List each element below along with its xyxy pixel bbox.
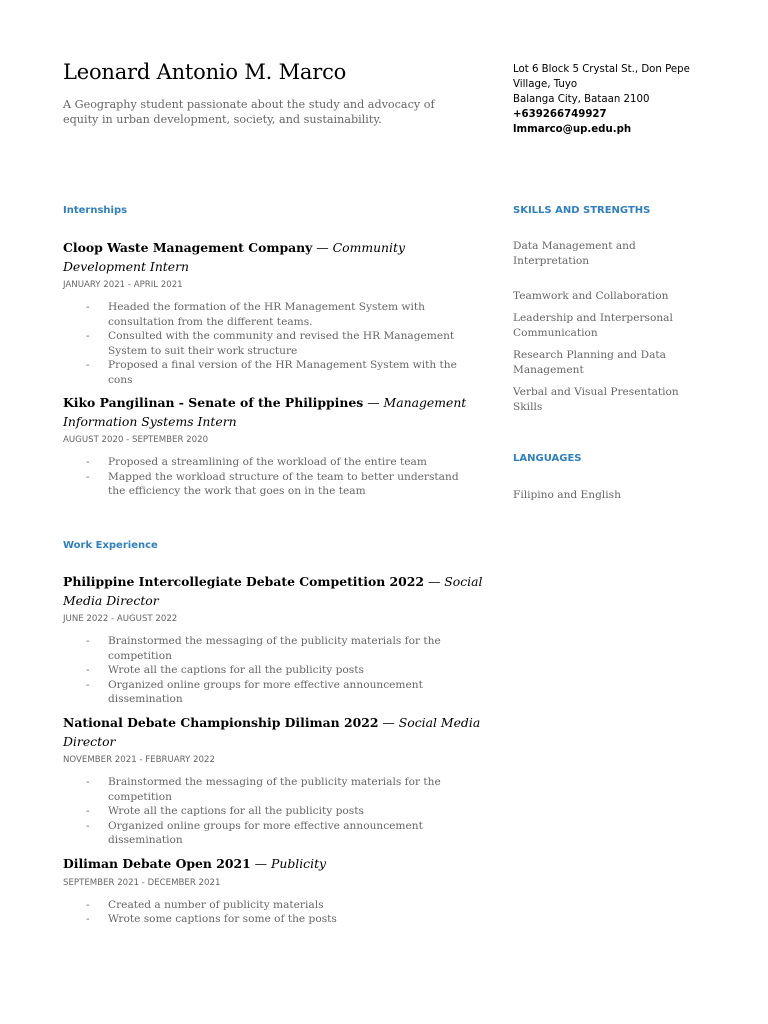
skills-heading: SKILLS AND STRENGTHS <box>513 205 651 216</box>
bullet-item: - Wrote all the captions for all the publicity posts <box>63 804 478 819</box>
entry-separator: — <box>424 574 445 589</box>
entry-role: Community Development Intern <box>63 240 405 274</box>
entry-organization: Diliman Debate Open 2021 <box>63 856 251 871</box>
entry-title <box>63 239 483 276</box>
bullet-item: - Headed the formation of the HR Management System with consultation from the different teams. <box>63 300 478 329</box>
address-line: Lot 6 Block 5 Crystal St., Don Pepe <box>513 64 690 75</box>
skill-item: Data Management and Interpretation <box>513 240 636 267</box>
bullet-item: - Organized online groups for more effective announcement dissemination <box>63 819 478 848</box>
work-entry <box>63 573 483 707</box>
applicant-name: Leonard Antonio M. Marco <box>63 60 347 84</box>
bullet-item: - Consulted with the community and revised the HR Management System to suit their work structure <box>63 329 478 358</box>
entry-dates: JANUARY 2021 - APRIL 2021 <box>63 280 183 290</box>
skill-item: Leadership and Interpersonal Communication <box>513 312 673 339</box>
work-entry <box>63 855 483 927</box>
internship-entry <box>63 239 483 387</box>
entry-separator: — <box>378 715 399 730</box>
bullet-item: - Wrote all the captions for all the publicity posts <box>63 663 478 678</box>
bullet-item: - Organized online groups for more effective announcement dissemination <box>63 678 478 707</box>
entry-organization: Cloop Waste Management Company <box>63 240 313 255</box>
entry-role: Social Media Director <box>63 715 481 749</box>
entry-bullets <box>63 775 483 848</box>
entry-role: Publicity <box>271 856 327 871</box>
bullet-item: - Wrote some captions for some of the posts <box>63 912 478 927</box>
languages-value: Filipino and English <box>513 489 621 501</box>
work-experience-heading: Work Experience <box>63 540 158 551</box>
contact-block <box>513 62 713 137</box>
skill-item: Teamwork and Collaboration <box>513 290 669 302</box>
entry-title <box>63 714 483 751</box>
entry-bullets <box>63 300 483 387</box>
skill-item: Research Planning and Data Management <box>513 349 666 376</box>
entry-dates: JUNE 2022 - AUGUST 2022 <box>63 614 178 624</box>
bullet-item: - Brainstormed the messaging of the publicity materials for the competition <box>63 775 478 804</box>
entry-bullets <box>63 898 483 927</box>
entry-role: Social Media Director <box>63 574 483 608</box>
profile-summary: A Geography student passionate about the study and advocacy of equity in urban development, society, and sustainability. <box>63 98 435 126</box>
languages-heading: LANGUAGES <box>513 453 582 464</box>
internships-heading: Internships <box>63 205 128 216</box>
entry-title <box>63 855 483 874</box>
entry-organization: National Debate Championship Diliman 2022 <box>63 715 379 730</box>
address-line: Village, Tuyo <box>513 79 578 90</box>
bullet-item: - Mapped the workload structure of the team to better understand the efficiency the work that goes on in the team <box>63 470 478 499</box>
entry-bullets <box>63 455 483 499</box>
internship-entry <box>63 394 483 499</box>
entry-dates: SEPTEMBER 2021 - DECEMBER 2021 <box>63 877 221 888</box>
entry-organization: Philippine Intercollegiate Debate Competition 2022 <box>63 574 425 589</box>
entry-title <box>63 573 483 610</box>
address-line: Balanga City, Bataan 2100 <box>513 94 650 105</box>
bullet-item: - Created a number of publicity materials <box>63 898 478 913</box>
entry-role: Management Information Systems Intern <box>63 395 467 429</box>
bullet-item: - Brainstormed the messaging of the publicity materials for the competition <box>63 634 478 663</box>
entry-separator: — <box>250 856 271 871</box>
entry-title <box>63 394 483 431</box>
phone-number: +639266749927 <box>513 109 607 120</box>
entry-bullets <box>63 634 483 707</box>
bullet-item: - Proposed a streamlining of the workload of the entire team <box>63 455 478 470</box>
entry-dates: NOVEMBER 2021 - FEBRUARY 2022 <box>63 755 215 765</box>
work-entry <box>63 714 483 848</box>
bullet-item: - Proposed a final version of the HR Management System with the cons <box>63 358 478 387</box>
entry-separator: — <box>312 240 333 255</box>
entry-separator: — <box>363 395 384 410</box>
entry-organization: Kiko Pangilinan - Senate of the Philippines <box>63 395 364 410</box>
skill-item: Verbal and Visual Presentation Skills <box>513 386 679 413</box>
email-address: lmmarco@up.edu.ph <box>513 124 632 135</box>
entry-dates: AUGUST 2020 - SEPTEMBER 2020 <box>63 435 209 445</box>
